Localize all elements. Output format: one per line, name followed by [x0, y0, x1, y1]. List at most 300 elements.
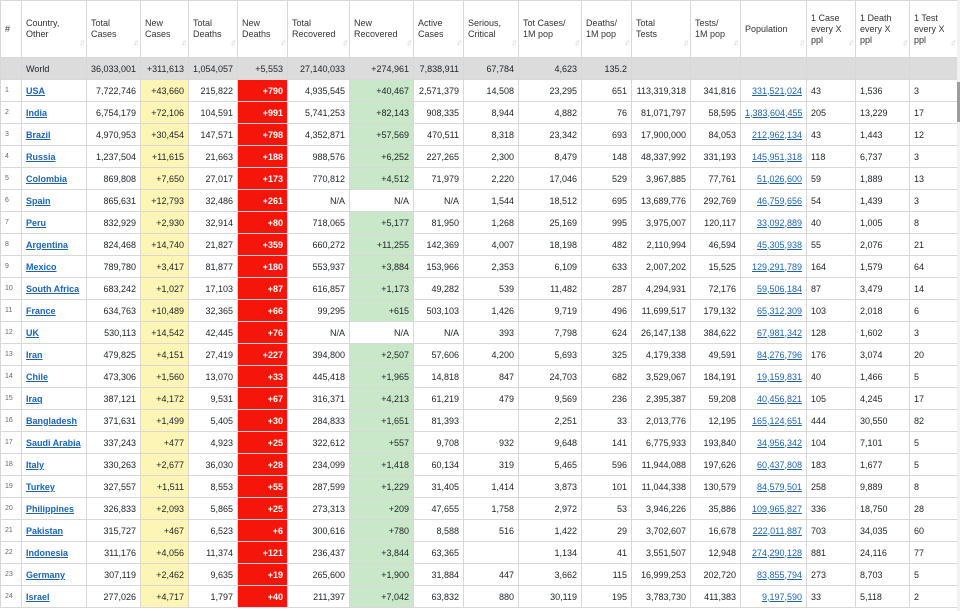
cell-new-deaths: +40	[238, 586, 288, 608]
cell-total-deaths: 13,070	[189, 366, 238, 388]
cell-total-cases: 326,833	[87, 498, 141, 520]
cell-country	[22, 300, 87, 322]
cell-new-cases: +1,027	[141, 278, 189, 300]
column-header-label: Serious, Critical	[468, 18, 502, 39]
cell-population	[741, 322, 807, 344]
cell-total-tests: 13,689,776	[632, 190, 691, 212]
cell-index: 24	[1, 586, 22, 608]
column-header-new-cases[interactable]	[141, 1, 189, 58]
cell-new-cases: +4,056	[141, 542, 189, 564]
cell-new-deaths: +28	[238, 454, 288, 476]
cell-total-cases: 479,825	[87, 344, 141, 366]
table-row	[1, 586, 958, 608]
cell-new-deaths: +790	[238, 80, 288, 102]
cell-new-deaths: +67	[238, 388, 288, 410]
country-link[interactable]: Brazil	[26, 129, 51, 140]
cell-new-recovered: +6,252	[350, 146, 414, 168]
country-link[interactable]: India	[26, 107, 48, 118]
cell-country	[22, 542, 87, 564]
cell-total-deaths: 104,591	[189, 102, 238, 124]
cell-new-recovered: +4,512	[350, 168, 414, 190]
cell-cases-per-1m: 24,703	[519, 366, 582, 388]
cell-tests-per-1m: 35,886	[691, 498, 741, 520]
cell-country	[22, 520, 87, 542]
cell-total-deaths: 147,571	[189, 124, 238, 146]
cell-serious-critical: 4,200	[464, 344, 519, 366]
country-link[interactable]: Russia	[26, 151, 56, 162]
cell-active-cases: 81,950	[414, 212, 464, 234]
cell-cases-per-1m: 1,422	[519, 520, 582, 542]
cell-new-cases: +1,499	[141, 410, 189, 432]
cell-test-every-x: 17	[910, 102, 958, 124]
sort-arrows-icon[interactable]: ↓↑	[799, 38, 803, 47]
cell-case-every-x: 881	[807, 542, 856, 564]
cell-total-tests: 2,395,387	[632, 388, 691, 410]
cell-new-recovered: +1,418	[350, 454, 414, 476]
column-header-label: Tests/ 1M pop	[695, 18, 726, 39]
population-link[interactable]: 222,011,887	[752, 525, 802, 536]
population-link[interactable]: 165,124,651	[751, 415, 802, 426]
cell-case-every-x: 703	[807, 520, 856, 542]
sort-arrows-icon[interactable]: ↓↑	[230, 38, 234, 47]
column-header-label: New Deaths	[242, 18, 271, 39]
column-header-country[interactable]	[22, 1, 87, 58]
cell-cases-per-1m: 4,882	[519, 102, 582, 124]
cell-country	[22, 498, 87, 520]
cell-tests-per-1m: 184,191	[691, 366, 741, 388]
cell-index: 19	[1, 476, 22, 498]
cell-tests-per-1m: 292,769	[691, 190, 741, 212]
cell-index: 10	[1, 278, 22, 300]
cell-new-recovered: +1,900	[350, 564, 414, 586]
population-link[interactable]: 33,092,889	[756, 217, 802, 228]
population-link[interactable]: 46,759,656	[756, 195, 802, 206]
cell-test-every-x: 20	[910, 344, 958, 366]
cell-total-cases: 824,468	[87, 234, 141, 256]
cell-total-cases: 634,763	[87, 300, 141, 322]
column-header-active-cases[interactable]	[414, 1, 464, 58]
cell-new-recovered: +82,143	[350, 102, 414, 124]
cell-cases-per-1m: 25,169	[519, 212, 582, 234]
cell-test-every-x: 3	[910, 322, 958, 344]
cell-new-recovered: N/A	[350, 322, 414, 344]
country-link[interactable]: Italy	[26, 459, 45, 470]
cell-cases-per-1m: 5,693	[519, 344, 582, 366]
sort-arrows-icon[interactable]: ↓↑	[624, 38, 628, 47]
cell-index: 4	[1, 146, 22, 168]
cell-country	[22, 190, 87, 212]
sort-arrows-icon[interactable]: ↓↑	[902, 38, 906, 47]
cell-new-cases: +2,462	[141, 564, 189, 586]
cell-test-every-x: 21	[910, 234, 958, 256]
cell-new-deaths: +798	[238, 124, 288, 146]
cell-new-recovered: +40,467	[350, 80, 414, 102]
cell-active-cases: 503,103	[414, 300, 464, 322]
cell-total-deaths: 32,914	[189, 212, 238, 234]
cell-total-tests: 17,900,000	[632, 124, 691, 146]
cell-new-recovered: +1,173	[350, 278, 414, 300]
cell-index: 13	[1, 344, 22, 366]
cell-serious-critical: 4,007	[464, 234, 519, 256]
column-header-test-every-x[interactable]	[910, 1, 958, 58]
population-link[interactable]: 1,383,604,455	[745, 107, 803, 118]
country-link[interactable]: France	[26, 305, 56, 316]
country-link[interactable]: Pakistan	[26, 525, 64, 536]
population-link[interactable]: 145,951,318	[751, 151, 802, 162]
table-row	[1, 366, 958, 388]
cell-new-recovered: +557	[350, 432, 414, 454]
column-header-deaths-per-1m[interactable]	[582, 1, 632, 58]
cell-new-cases: +72,106	[141, 102, 189, 124]
sort-arrows-icon[interactable]: ↓↑	[133, 38, 137, 47]
cell-test-every-x: 77	[910, 542, 958, 564]
cell-index: 20	[1, 498, 22, 520]
cell-country	[22, 344, 87, 366]
cell-test-every-x: 8	[910, 476, 958, 498]
cell-country	[22, 586, 87, 608]
cell-total-deaths: 32,365	[189, 300, 238, 322]
world-name-cell: World	[22, 58, 87, 80]
country-link[interactable]: Indonesia	[26, 547, 69, 558]
sort-arrows-icon[interactable]: ↓↑	[848, 38, 852, 47]
cell-serious-critical	[464, 542, 519, 564]
cell-case-every-x: 118	[807, 146, 856, 168]
sort-arrows-icon[interactable]: ↓↑	[79, 38, 83, 47]
sort-arrows-icon[interactable]: ↓↑	[574, 38, 578, 47]
column-header-death-every-x[interactable]	[856, 1, 910, 58]
cell-serious-critical: 1,758	[464, 498, 519, 520]
cell-total-recovered: 273,313	[288, 498, 350, 520]
cell-tests-per-1m: 46,594	[691, 234, 741, 256]
cell-new-cases: +2,677	[141, 454, 189, 476]
table-row	[1, 124, 958, 146]
column-header-total-deaths[interactable]	[189, 1, 238, 58]
cell-total-deaths: 215,822	[189, 80, 238, 102]
cell-active-cases: 57,606	[414, 344, 464, 366]
cell-deaths-per-1m: 115	[582, 564, 632, 586]
cell-total-tests: 48,337,992	[632, 146, 691, 168]
cell-cases-per-1m: 5,465	[519, 454, 582, 476]
population-link[interactable]: 109,965,827	[751, 503, 802, 514]
column-header-tests-per-1m[interactable]	[691, 1, 741, 58]
population-link[interactable]: 67,981,342	[756, 327, 802, 338]
cell-tests-per-1m: 58,595	[691, 102, 741, 124]
cell-new-recovered: +11,255	[350, 234, 414, 256]
cell-new-recovered: +3,884	[350, 256, 414, 278]
cell-test-every-x: 5	[910, 454, 958, 476]
cell-cases-per-1m: 1,134	[519, 542, 582, 564]
cell-active-cases: N/A	[414, 322, 464, 344]
cell-total-cases: 832,929	[87, 212, 141, 234]
cell-total-recovered: 99,295	[288, 300, 350, 322]
population-link[interactable]: 51,026,600	[756, 173, 802, 184]
cell-active-cases: 2,571,379	[414, 80, 464, 102]
cell-deaths-per-1m: 141	[582, 432, 632, 454]
cell-deaths-per-1m: 529	[582, 168, 632, 190]
country-link[interactable]: Bangladesh	[26, 415, 78, 426]
column-header-label: Total Recovered	[292, 18, 336, 39]
cell-new-cases: +7,650	[141, 168, 189, 190]
sort-arrows-icon[interactable]: ↓↑	[342, 38, 346, 47]
cell-total-deaths: 27,419	[189, 344, 238, 366]
population-link[interactable]: 60,437,808	[756, 459, 802, 470]
cell-total-tests: 3,551,507	[632, 542, 691, 564]
cell-test-every-x: 2	[910, 586, 958, 608]
cell-index: 12	[1, 322, 22, 344]
table-row	[1, 300, 958, 322]
table-row	[1, 388, 958, 410]
cell-deaths-per-1m: 76	[582, 102, 632, 124]
country-link[interactable]: Philippines	[26, 503, 75, 514]
column-header-case-every-x[interactable]	[807, 1, 856, 58]
cell-cases-per-1m: 9,719	[519, 300, 582, 322]
country-link[interactable]: South Africa	[26, 283, 80, 294]
sort-arrows-icon[interactable]: ↓↑	[280, 38, 284, 47]
table-row	[1, 80, 958, 102]
cell-new-deaths: +33	[238, 366, 288, 388]
cell-serious-critical: 1,426	[464, 300, 519, 322]
cell-deaths-per-1m: 195	[582, 586, 632, 608]
cell-total-tests: 11,044,338	[632, 476, 691, 498]
cell-total-recovered: 660,272	[288, 234, 350, 256]
cell-country	[22, 322, 87, 344]
cell-active-cases: 60,134	[414, 454, 464, 476]
cell-population	[741, 190, 807, 212]
cell-new-cases: +14,740	[141, 234, 189, 256]
cell-total-tests: 2,007,202	[632, 256, 691, 278]
cell-case-every-x: 205	[807, 102, 856, 124]
cell-total-tests: 3,967,885	[632, 168, 691, 190]
cell-new-cases: +11,615	[141, 146, 189, 168]
cell-new-recovered: N/A	[350, 190, 414, 212]
cell-new-cases: +30,454	[141, 124, 189, 146]
cell-index: 11	[1, 300, 22, 322]
column-header-total-tests[interactable]	[632, 1, 691, 58]
column-header-label: Total Tests	[636, 18, 658, 39]
world-deaths-per-1m: 135.2	[582, 58, 632, 80]
cell-new-deaths: +19	[238, 564, 288, 586]
world-total-row	[1, 58, 958, 80]
cell-new-cases: +1,560	[141, 366, 189, 388]
cell-test-every-x: 5	[910, 432, 958, 454]
cell-total-tests: 3,702,607	[632, 520, 691, 542]
column-header-new-deaths[interactable]	[238, 1, 288, 58]
cell-cases-per-1m: 30,119	[519, 586, 582, 608]
population-link[interactable]: 83,855,794	[756, 569, 802, 580]
country-link[interactable]: Argentina	[26, 239, 69, 250]
cell-new-recovered: +780	[350, 520, 414, 542]
cell-deaths-per-1m: 596	[582, 454, 632, 476]
table-row	[1, 102, 958, 124]
country-link[interactable]: Spain	[26, 195, 51, 206]
cell-death-every-x: 6,737	[856, 146, 910, 168]
cell-death-every-x: 13,229	[856, 102, 910, 124]
column-header-new-recovered[interactable]	[350, 1, 414, 58]
cell-serious-critical: 393	[464, 322, 519, 344]
cell-tests-per-1m: 15,525	[691, 256, 741, 278]
sort-arrows-icon[interactable]: ↓↑	[406, 38, 410, 47]
cell-active-cases: 49,282	[414, 278, 464, 300]
column-header-serious-critical[interactable]	[464, 1, 519, 58]
sort-arrows-icon[interactable]: ↓↑	[733, 38, 737, 47]
population-link[interactable]: 129,291,789	[751, 261, 802, 272]
cell-country	[22, 476, 87, 498]
cell-index: 14	[1, 366, 22, 388]
cell-new-cases: +3,417	[141, 256, 189, 278]
population-link[interactable]: 9,197,590	[761, 591, 802, 602]
cell-total-recovered: 234,099	[288, 454, 350, 476]
cell-deaths-per-1m: 693	[582, 124, 632, 146]
cell-active-cases: 31,884	[414, 564, 464, 586]
cell-new-recovered: +615	[350, 300, 414, 322]
cell-death-every-x: 18,750	[856, 498, 910, 520]
table-row	[1, 564, 958, 586]
cell-cases-per-1m: 8,479	[519, 146, 582, 168]
table-header-row	[1, 1, 958, 58]
cell-test-every-x: 3	[910, 80, 958, 102]
cell-population	[741, 542, 807, 564]
sort-arrows-icon[interactable]: ↓↑	[456, 38, 460, 47]
cell-active-cases: 63,832	[414, 586, 464, 608]
cell-index: 2	[1, 102, 22, 124]
column-header-cases-per-1m[interactable]	[519, 1, 582, 58]
cell-test-every-x: 8	[910, 212, 958, 234]
country-link[interactable]: Israel	[26, 591, 50, 602]
cell-death-every-x: 1,443	[856, 124, 910, 146]
table-row	[1, 190, 958, 212]
cell-active-cases: 31,405	[414, 476, 464, 498]
cell-population	[741, 476, 807, 498]
cell-new-cases: +1,511	[141, 476, 189, 498]
cell-test-every-x: 12	[910, 124, 958, 146]
cell-total-deaths: 6,523	[189, 520, 238, 542]
cell-total-deaths: 81,877	[189, 256, 238, 278]
country-link[interactable]: Chile	[26, 371, 49, 382]
cell-test-every-x: 5	[910, 366, 958, 388]
cell-test-every-x: 60	[910, 520, 958, 542]
cell-total-tests: 3,783,730	[632, 586, 691, 608]
country-link[interactable]: Iran	[26, 349, 43, 360]
cell-index: 5	[1, 168, 22, 190]
cell-serious-critical: 847	[464, 366, 519, 388]
cell-population	[741, 520, 807, 542]
cell-deaths-per-1m: 148	[582, 146, 632, 168]
sort-arrows-icon[interactable]: ↓↑	[683, 38, 687, 47]
cell-serious-critical	[464, 410, 519, 432]
country-link[interactable]: Turkey	[26, 481, 55, 492]
table-row	[1, 146, 958, 168]
population-link[interactable]: 40,456,821	[756, 393, 802, 404]
country-link[interactable]: Mexico	[26, 261, 57, 272]
cell-total-recovered: 4,352,871	[288, 124, 350, 146]
cell-serious-critical: 14,508	[464, 80, 519, 102]
cell-country	[22, 80, 87, 102]
population-link[interactable]: 34,956,342	[756, 437, 802, 448]
world-index-cell	[1, 58, 22, 80]
cell-test-every-x: 3	[910, 146, 958, 168]
cell-deaths-per-1m: 236	[582, 388, 632, 410]
cell-new-deaths: +30	[238, 410, 288, 432]
country-link[interactable]: Peru	[26, 217, 47, 228]
population-link[interactable]: 84,579,501	[756, 481, 802, 492]
cell-new-deaths: +87	[238, 278, 288, 300]
cell-case-every-x: 40	[807, 212, 856, 234]
population-link[interactable]: 331,521,024	[751, 85, 802, 96]
table-row	[1, 344, 958, 366]
country-link[interactable]: UK	[26, 327, 39, 338]
cell-new-recovered: +1,965	[350, 366, 414, 388]
population-link[interactable]: 45,305,938	[756, 239, 802, 250]
country-link[interactable]: USA	[26, 85, 46, 96]
table-row	[1, 278, 958, 300]
sort-arrows-icon[interactable]: ↓↑	[181, 38, 185, 47]
cell-total-recovered: 284,833	[288, 410, 350, 432]
column-header-population[interactable]	[741, 1, 807, 58]
cell-new-deaths: +25	[238, 498, 288, 520]
world-population	[741, 58, 807, 80]
cell-deaths-per-1m: 53	[582, 498, 632, 520]
country-link[interactable]: Germany	[26, 569, 66, 580]
cell-total-recovered: 616,857	[288, 278, 350, 300]
cell-cases-per-1m: 18,198	[519, 234, 582, 256]
cell-case-every-x: 54	[807, 190, 856, 212]
cell-death-every-x: 5,118	[856, 586, 910, 608]
column-header-total-cases[interactable]	[87, 1, 141, 58]
cell-active-cases: 227,265	[414, 146, 464, 168]
cell-case-every-x: 105	[807, 388, 856, 410]
population-link[interactable]: 19,159,831	[756, 371, 802, 382]
population-link[interactable]: 59,506,184	[756, 283, 802, 294]
population-link[interactable]: 212,962,134	[751, 129, 802, 140]
cell-index: 3	[1, 124, 22, 146]
cell-cases-per-1m: 3,873	[519, 476, 582, 498]
cell-deaths-per-1m: 496	[582, 300, 632, 322]
country-link[interactable]: Colombia	[26, 173, 68, 184]
world-total-recovered: 27,140,033	[288, 58, 350, 80]
cell-country	[22, 278, 87, 300]
cell-new-deaths: +66	[238, 300, 288, 322]
cell-population	[741, 212, 807, 234]
cell-active-cases: 470,511	[414, 124, 464, 146]
cell-active-cases: 908,335	[414, 102, 464, 124]
population-link[interactable]: 65,312,309	[756, 305, 802, 316]
cell-cases-per-1m: 6,109	[519, 256, 582, 278]
sort-arrows-icon[interactable]: ↓↑	[950, 38, 954, 47]
column-header-total-recovered[interactable]	[288, 1, 350, 58]
cell-total-cases: 1,237,504	[87, 146, 141, 168]
cell-deaths-per-1m: 624	[582, 322, 632, 344]
cell-index: 17	[1, 432, 22, 454]
cell-cases-per-1m: 23,342	[519, 124, 582, 146]
country-link[interactable]: Iraq	[26, 393, 43, 404]
world-tests-per-1m	[691, 58, 741, 80]
cell-active-cases: 81,393	[414, 410, 464, 432]
country-link[interactable]: Saudi Arabia	[26, 437, 81, 448]
sort-arrows-icon[interactable]: ↓↑	[511, 38, 515, 47]
cell-new-cases: +2,093	[141, 498, 189, 520]
cell-case-every-x: 176	[807, 344, 856, 366]
cell-deaths-per-1m: 682	[582, 366, 632, 388]
population-link[interactable]: 274,290,128	[751, 547, 802, 558]
cell-population	[741, 146, 807, 168]
cell-index: 8	[1, 234, 22, 256]
column-header-index[interactable]	[1, 1, 22, 58]
population-link[interactable]: 84,276,796	[756, 349, 802, 360]
cell-death-every-x: 34,035	[856, 520, 910, 542]
cell-death-every-x: 1,579	[856, 256, 910, 278]
cell-test-every-x: 17	[910, 388, 958, 410]
cell-index: 15	[1, 388, 22, 410]
